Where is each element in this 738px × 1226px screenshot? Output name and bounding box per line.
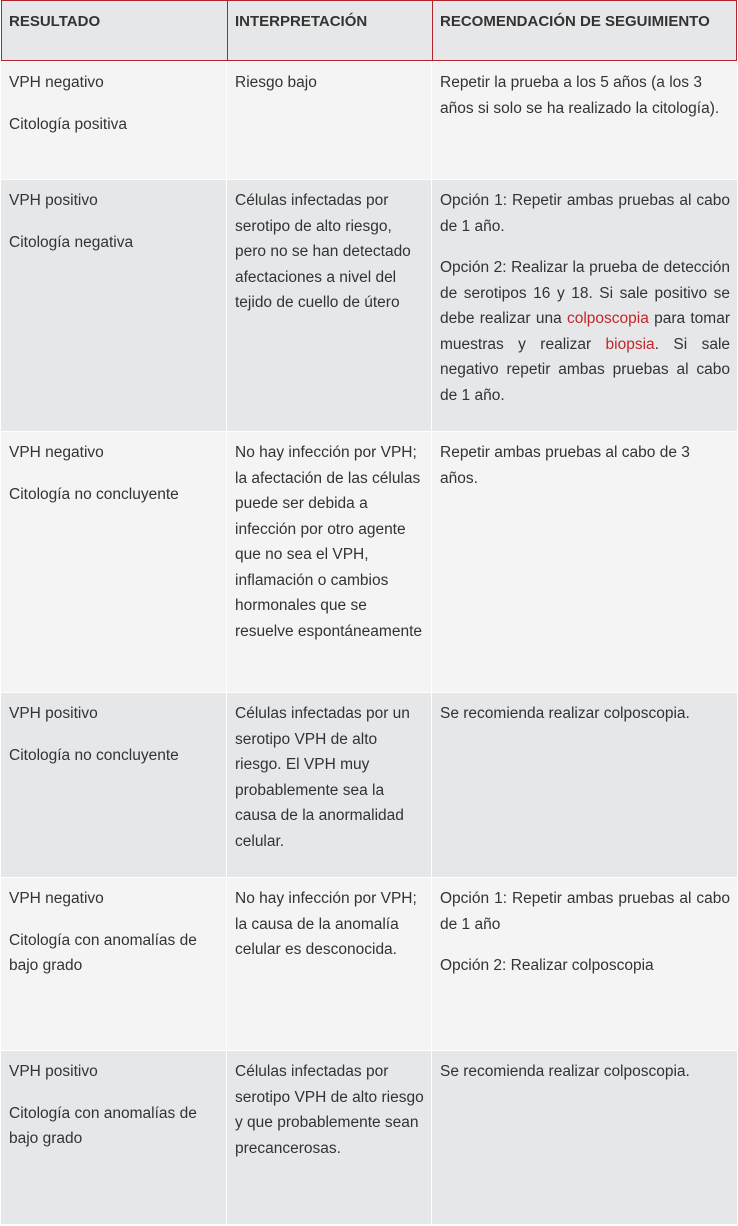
result-cell (1, 1050, 227, 1224)
interpretation-cell (227, 179, 432, 431)
recommendation-cell (432, 692, 737, 877)
recommendation-option-1: Opción 1: Repetir ambas pruebas al cabo de 1 año. (440, 192, 730, 235)
interpretation-text: No hay infección por VPH; la afectación de las células puede ser debida a infección por otro agente que no sea el VPH, inflamación o cambios hormonales que se resuelve espontáneamente (235, 444, 422, 640)
interpretation-cell (227, 431, 432, 692)
recommendation-text: Se recomienda realizar colposcopia. (440, 705, 690, 722)
recommendation-text: para tomar muestras y realizar (440, 310, 730, 353)
recommendation-cell (432, 877, 737, 1050)
table-body (1, 61, 737, 1224)
table-row (1, 877, 737, 1050)
interpretation-text: No hay infección por VPH; la causa de la anomalía celular es desconocida. (235, 890, 417, 958)
recommendation-text: Se recomienda realizar colposcopia. (440, 1063, 690, 1080)
result-citology: Citología con anomalías de bajo grado (9, 1104, 197, 1147)
interpretation-text: Células infectadas por serotipo VPH de alto riesgo y que probablemente sean precancerosas. (235, 1063, 424, 1157)
result-cell (1, 61, 227, 179)
table-row (1, 1050, 737, 1224)
recommendation-text: Repetir ambas pruebas al cabo de 3 años. (440, 444, 690, 487)
biopsia-link[interactable]: biopsia (605, 335, 655, 353)
result-citology: Citología positiva (9, 115, 128, 133)
result-vph: VPH positivo (9, 705, 98, 722)
recommendation-option-2 (440, 255, 730, 408)
header-result: RESULTADO (1, 0, 227, 61)
recommendation-option-2: Opción 2: Realizar colposcopia (440, 957, 654, 974)
interpretation-cell (227, 61, 432, 179)
interpretation-cell (227, 692, 432, 877)
results-table (1, 0, 737, 1224)
interpretation-text: Células infectadas por un serotipo VPH de alto riesgo. El VPH muy probablemente sea la causa de la anormalidad celular. (235, 705, 410, 850)
recommendation-text: Repetir la prueba a los 5 años (a los 3 años si solo se ha realizado la citología). (440, 74, 720, 117)
interpretation-cell (227, 1050, 432, 1224)
result-cell (1, 179, 227, 431)
result-cell (1, 877, 227, 1050)
colposcopia-link[interactable]: colposcopia (566, 310, 649, 327)
recommendation-cell (432, 179, 737, 431)
result-vph: VPH positivo (9, 192, 98, 209)
result-citology: Citología no concluyente (9, 746, 179, 764)
table-row (1, 61, 737, 179)
result-vph: VPH negativo (9, 444, 104, 461)
table-row (1, 692, 737, 877)
result-citology: Citología negativa (9, 233, 134, 251)
table-header (1, 0, 737, 61)
recommendation-cell (432, 61, 737, 179)
header-interpretation: INTERPRETACIÓN (227, 0, 432, 61)
header-row (1, 0, 737, 61)
result-cell (1, 431, 227, 692)
result-vph: VPH negativo (9, 74, 104, 91)
result-cell (1, 692, 227, 877)
interpretation-text: Riesgo bajo (235, 74, 317, 91)
table-row (1, 431, 737, 692)
table-row (1, 179, 737, 431)
recommendation-text: . Si sale negativo repetir ambas pruebas al cabo de 1 año. (440, 335, 731, 404)
result-vph: VPH positivo (9, 1063, 98, 1080)
interpretation-cell (227, 877, 432, 1050)
recommendation-text: Opción 2: Realizar la prueba de detección de serotipos 16 y 18. Si sale positivo se debe realizar una (440, 259, 730, 327)
result-citology: Citología con anomalías de bajo grado (9, 931, 197, 974)
recommendation-cell (432, 431, 737, 692)
recommendation-option-1: Opción 1: Repetir ambas pruebas al cabo de 1 año (440, 890, 730, 933)
result-citology: Citología no concluyente (9, 485, 179, 503)
interpretation-text: Células infectadas por serotipo de alto riesgo, pero no se han detectado afectaciones a nivel del tejido de cuello de útero (235, 192, 411, 311)
header-recommendation: RECOMENDACIÓN DE SEGUIMIENTO (432, 0, 737, 61)
recommendation-cell (432, 1050, 737, 1224)
result-vph: VPH negativo (9, 890, 104, 907)
